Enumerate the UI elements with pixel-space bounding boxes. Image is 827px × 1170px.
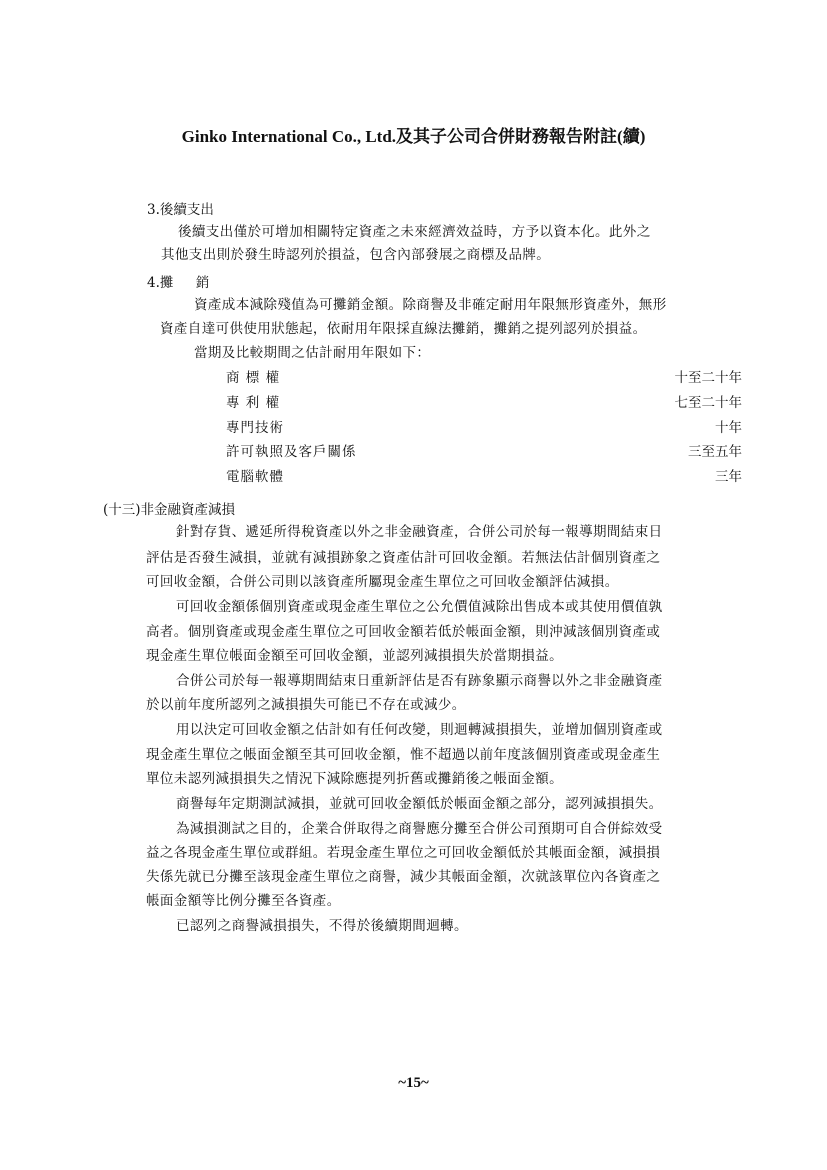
paragraph-line: 針對存貨、遞延所得稅資產以外之非金融資產，合併公司於每一報導期間結束日 <box>176 524 663 540</box>
paragraph-line: 於以前年度所認列之減損損失可能已不存在或減少。 <box>146 697 466 713</box>
useful-life-value: 十至二十年 <box>674 370 742 386</box>
paragraph-line: 為減損測試之目的，企業合併取得之商譽應分攤至合併公司預期可自合併綜效受 <box>176 821 663 837</box>
paragraph-line: 已認列之商譽減損損失，不得於後續期間迴轉。 <box>176 918 468 934</box>
paragraph-line: 其他支出則於發生時認列於損益，包含內部發展之商標及品牌。 <box>161 247 551 263</box>
paragraph-line: 資產自達可供使用狀態起，依耐用年限採直線法攤銷，攤銷之提列認列於損益。 <box>160 321 647 337</box>
section-3-heading: 3.後續支出 <box>147 202 214 218</box>
paragraph-line: 益之各現金產生單位或群組。若現金產生單位之可回收金額低於其帳面金額，減損損 <box>146 845 661 861</box>
section-4-heading-num: 4.攤 <box>147 275 174 291</box>
paragraph-line: 資產成本減除殘值為可攤銷金額。除商譽及非確定耐用年限無形資產外，無形 <box>194 297 667 313</box>
useful-life-value: 十年 <box>715 420 742 436</box>
section-13-heading: (十三)非金融資產減損 <box>103 502 236 518</box>
paragraph-line: 現金產生單位帳面金額至可回收金額，並認列減損損失於當期損益。 <box>146 648 563 664</box>
paragraph-line: 商譽每年定期測試減損，並就可回收金額低於帳面金額之部分，認列減損損失。 <box>176 796 663 812</box>
useful-life-item: 專門技術 <box>226 420 284 436</box>
useful-life-value: 三至五年 <box>688 444 742 460</box>
paragraph-line: 單位未認列減損損失之情況下減除應提列折舊或攤銷後之帳面金額。 <box>146 771 563 787</box>
useful-life-item: 許可執照及客戶關係 <box>226 444 357 460</box>
paragraph-line: 用以決定可回收金額之估計如有任何改變，則迴轉減損損失，並增加個別資產或 <box>176 722 663 738</box>
section-4-heading-rest: 銷 <box>195 275 210 291</box>
useful-life-item: 專 利 權 <box>226 395 281 411</box>
page-title: Ginko International Co., Ltd.及其子公司合併財務報告附註(續) <box>181 127 646 146</box>
paragraph-line: 當期及比較期間之估計耐用年限如下： <box>194 345 431 361</box>
useful-life-item: 電腦軟體 <box>226 469 284 485</box>
paragraph-line: 可回收金額，合併公司則以該資產所屬現金產生單位之可回收金額評估減損。 <box>146 574 619 590</box>
paragraph-line: 高者。個別資產或現金產生單位之可回收金額若低於帳面金額，則沖減該個別資產或 <box>146 624 661 640</box>
useful-life-value: 三年 <box>715 469 742 485</box>
page-number: ~15~ <box>398 1075 429 1091</box>
paragraph-line: 可回收金額係個別資產或現金產生單位之公允價值減除出售成本或其使用價值孰 <box>176 599 663 615</box>
paragraph-line: 帳面金額等比例分攤至各資產。 <box>146 893 341 909</box>
paragraph-line: 現金產生單位之帳面金額至其可回收金額，惟不超過以前年度該個別資產或現金產生 <box>146 747 661 763</box>
paragraph-line: 失係先就已分攤至該現金產生單位之商譽，減少其帳面金額，次就該單位內各資產之 <box>146 869 661 885</box>
useful-life-value: 七至二十年 <box>674 395 742 411</box>
paragraph-line: 合併公司於每一報導期間結束日重新評估是否有跡象顯示商譽以外之非金融資產 <box>176 673 663 689</box>
paragraph-line: 後續支出僅於可增加相關特定資產之未來經濟效益時，方予以資本化。此外之 <box>178 224 651 240</box>
section-4-heading <box>147 271 209 291</box>
paragraph-line: 評估是否發生減損，並就有減損跡象之資產估計可回收金額。若無法估計個別資產之 <box>146 550 661 566</box>
useful-life-item: 商 標 權 <box>226 370 281 386</box>
